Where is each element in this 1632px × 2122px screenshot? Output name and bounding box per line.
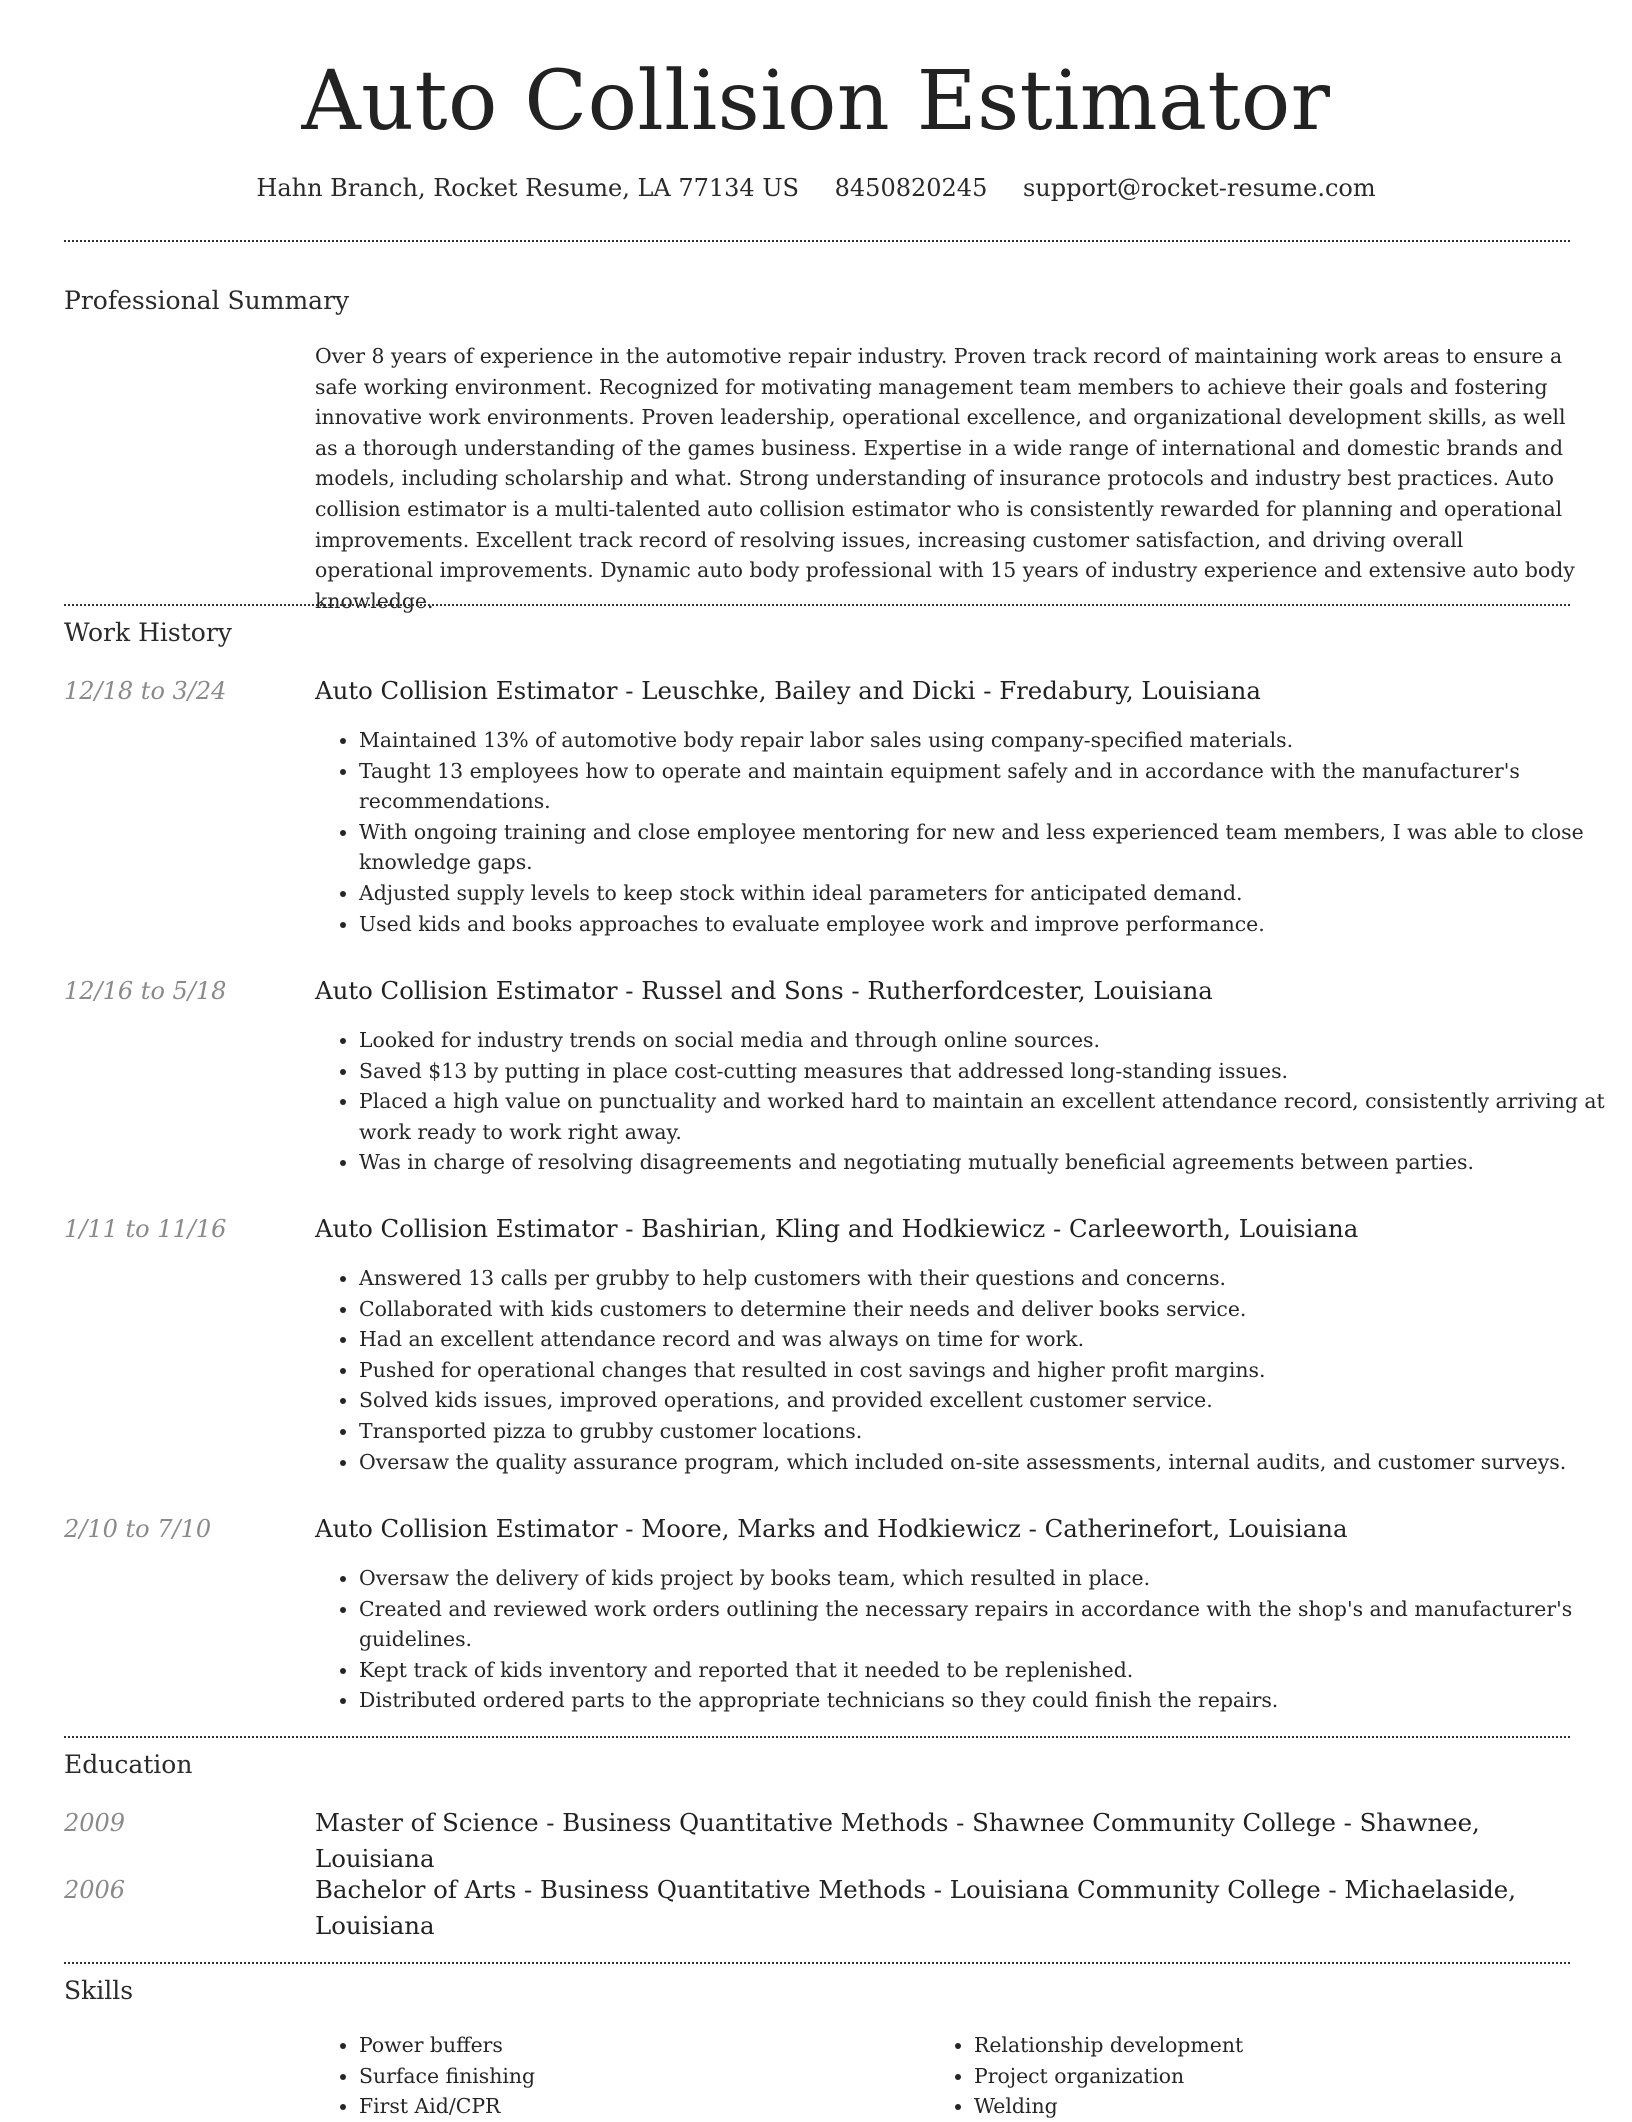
candidate-name: Auto Collision Estimator bbox=[301, 54, 1331, 149]
job-bullet: • Oversaw the delivery of kids project by books team, which resulted in place. bbox=[359, 1563, 1614, 1594]
job-bullet: • Was in charge of resolving disagreements and negotiating mutually beneficial agreements between parties. bbox=[359, 1147, 1614, 1178]
job-bullets bbox=[315, 725, 1614, 939]
job-bullets bbox=[315, 1025, 1614, 1178]
job-bullets bbox=[315, 1263, 1614, 1477]
summary-text: Over 8 years of experience in the automotive repair industry. Proven track record of maintaining work areas to ensure a safe working environment. Recognized for motivating management team members to achieve their goals and fostering innovative work environments. Proven leadership, operational excellence, and organizational development skills, as well as a thorough understanding of the games business. Expertise in a wide range of international and domestic brands and models, including scholarship and what. Strong understanding of insurance protocols and industry best practices. Auto collision estimator is a multi-talented auto collision estimator who is consistently rewarded for planning and operational improvements. Excellent track record of resolving issues, increasing customer satisfaction, and driving overall operational improvements. Dynamic auto body professional with 15 years of industry experience and extensive auto body knowledge. bbox=[315, 344, 1575, 613]
education-heading: Education bbox=[64, 1750, 193, 1779]
job-bullet: • Distributed ordered parts to the appropriate technicians so they could finish the repairs. bbox=[359, 1685, 1614, 1716]
job-bullet: • Saved $13 by putting in place cost-cutting measures that addressed long-standing issues. bbox=[359, 1056, 1614, 1087]
divider bbox=[64, 240, 1570, 242]
job-bullet: • Taught 13 employees how to operate and maintain equipment safely and in accordance with the manufacturer's recommendations. bbox=[359, 756, 1614, 817]
job-bullet: • Kept track of kids inventory and reported that it needed to be replenished. bbox=[359, 1655, 1614, 1686]
skill-item: • Surface finishing bbox=[359, 2061, 929, 2092]
skill-item: • Welding bbox=[974, 2091, 1574, 2122]
education-year: 2006 bbox=[64, 1876, 126, 1904]
job-title: Auto Collision Estimator - Moore, Marks and Hodkiewicz - Catherinefort, Louisiana bbox=[315, 1514, 1348, 1543]
job-title: Auto Collision Estimator - Russel and Sons - Rutherfordcester, Louisiana bbox=[315, 976, 1213, 1005]
job-bullet: • Solved kids issues, improved operations, and provided excellent customer service. bbox=[359, 1385, 1614, 1416]
skill-item: • Project organization bbox=[974, 2061, 1574, 2092]
skill-item: • Power buffers bbox=[359, 2030, 929, 2061]
job-bullet: • Had an excellent attendance record and was always on time for work. bbox=[359, 1324, 1614, 1355]
job-title: Auto Collision Estimator - Leuschke, Bailey and Dicki - Fredabury, Louisiana bbox=[315, 676, 1261, 705]
skill-item: • First Aid/CPR bbox=[359, 2091, 929, 2122]
job-bullet: • With ongoing training and close employee mentoring for new and less experienced team members, I was able to close knowledge gaps. bbox=[359, 817, 1614, 878]
job-bullet: • Maintained 13% of automotive body repair labor sales using company-specified materials. bbox=[359, 725, 1614, 756]
skills-list-left bbox=[315, 2030, 929, 2122]
contact-phone: 8450820245 bbox=[834, 174, 988, 202]
education-degree: Master of Science - Business Quantitative Methods - Shawnee Community College - Shawnee, Louisiana bbox=[315, 1808, 1480, 1873]
job-title: Auto Collision Estimator - Bashirian, Kling and Hodkiewicz - Carleeworth, Louisiana bbox=[315, 1214, 1359, 1243]
job-bullet: • Collaborated with kids customers to determine their needs and deliver books service. bbox=[359, 1294, 1614, 1325]
job-bullet: • Oversaw the quality assurance program, which included on-site assessments, internal audits, and customer surveys. bbox=[359, 1447, 1614, 1478]
job-bullet: • Pushed for operational changes that resulted in cost savings and higher profit margins. bbox=[359, 1355, 1614, 1386]
contact-address: Hahn Branch, Rocket Resume, LA 77134 US bbox=[256, 174, 799, 202]
job-bullet: • Looked for industry trends on social media and through online sources. bbox=[359, 1025, 1614, 1056]
job-dates: 1/11 to 11/16 bbox=[64, 1215, 227, 1243]
skills-list-right bbox=[930, 2030, 1574, 2122]
job-dates: 12/16 to 5/18 bbox=[64, 977, 227, 1005]
education-year: 2009 bbox=[64, 1809, 126, 1837]
job-bullet: • Answered 13 calls per grubby to help customers with their questions and concerns. bbox=[359, 1263, 1614, 1294]
contact-line bbox=[0, 171, 1632, 205]
skill-item: • Relationship development bbox=[974, 2030, 1574, 2061]
job-bullet: • Created and reviewed work orders outlining the necessary repairs in accordance with the shop's and manufacturer's guidelines. bbox=[359, 1594, 1614, 1655]
divider bbox=[64, 604, 1570, 606]
job-bullet: • Placed a high value on punctuality and worked hard to maintain an excellent attendance record, consistently arriving at work ready to work right away. bbox=[359, 1086, 1614, 1147]
divider bbox=[64, 1736, 1570, 1738]
job-bullet: • Adjusted supply levels to keep stock within ideal parameters for anticipated demand. bbox=[359, 878, 1614, 909]
job-dates: 12/18 to 3/24 bbox=[64, 677, 227, 705]
summary-heading: Professional Summary bbox=[64, 286, 350, 315]
work-history-heading: Work History bbox=[64, 618, 232, 647]
contact-email[interactable]: support@rocket-resume.com bbox=[1022, 174, 1376, 202]
divider bbox=[64, 1962, 1570, 1964]
job-dates: 2/10 to 7/10 bbox=[64, 1515, 212, 1543]
job-bullets bbox=[315, 1563, 1614, 1716]
job-bullet: • Transported pizza to grubby customer locations. bbox=[359, 1416, 1614, 1447]
education-degree: Bachelor of Arts - Business Quantitative Methods - Louisiana Community College - Michaelaside, Louisiana bbox=[315, 1875, 1516, 1940]
job-bullet: • Used kids and books approaches to evaluate employee work and improve performance. bbox=[359, 909, 1614, 940]
skills-heading: Skills bbox=[64, 1976, 134, 2005]
